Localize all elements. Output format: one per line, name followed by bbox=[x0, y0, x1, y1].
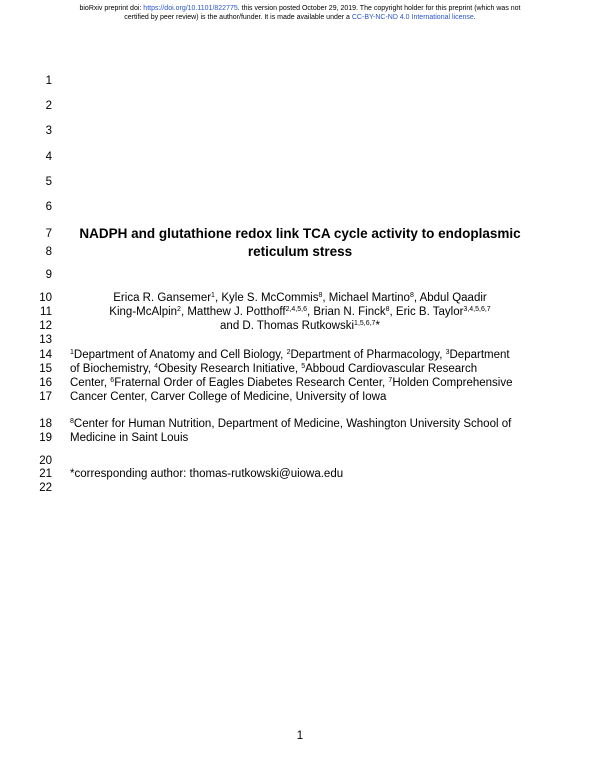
line-number: 5 bbox=[45, 176, 52, 188]
header-text: bioRxiv preprint doi: bbox=[79, 5, 144, 12]
line-number: 6 bbox=[45, 201, 52, 213]
corresponding-author: *corresponding author: thomas-rutkowski@uiowa.edu bbox=[70, 468, 344, 480]
line-number: 4 bbox=[45, 151, 52, 163]
line-number: 12 bbox=[39, 320, 52, 332]
author-list: and D. Thomas Rutkowski$^{1,5,6,7}$* bbox=[220, 320, 380, 332]
line-number: 19 bbox=[39, 432, 52, 444]
affiliation: $^1$Department of Anatomy and Cell Biology, $^2$Department of Pharmacology, $^3$Department bbox=[70, 349, 510, 361]
header-text: certified by peer review) is the author/funder. It is made available under a bbox=[124, 14, 352, 21]
line-number: 18 bbox=[39, 418, 52, 430]
author-list: Erica R. Gansemer$^1$, Kyle S. McCommis$^8$, Michael Martino$^8$, Abdul Qaadir bbox=[113, 292, 487, 304]
line-number: 21 bbox=[39, 468, 52, 480]
line-number: 14 bbox=[39, 349, 52, 361]
affiliation: $^8$Center for Human Nutrition, Department of Medicine, Washington University School of bbox=[70, 418, 512, 430]
header-text: . this version posted October 29, 2019. The copyright holder for this preprint (which was not bbox=[237, 5, 521, 12]
paper-title: NADPH and glutathione redox link TCA cycle activity to endoplasmic bbox=[79, 226, 521, 241]
license-link[interactable]: CC-BY-NC-ND 4.0 International license bbox=[351, 14, 474, 21]
line-number: 7 bbox=[45, 228, 52, 240]
line-number: 15 bbox=[39, 363, 52, 375]
line-number: 11 bbox=[40, 306, 52, 318]
affiliation: Cancer Center, Carver College of Medicine, University of Iowa bbox=[70, 391, 387, 403]
doi-link[interactable]: https://doi.org/10.1101/822775 bbox=[143, 5, 238, 12]
line-number: 13 bbox=[39, 334, 52, 346]
line-number: 1 bbox=[45, 75, 52, 87]
preprint-header bbox=[20, 4, 580, 22]
line-number: 2 bbox=[45, 100, 52, 112]
author-list: King-McAlpin$^2$, Matthew J. Potthoff$^{2,4,5,6}$, Brian N. Finck$^8$, Eric B. Taylor$^{3,4,5,6,7}$ bbox=[109, 306, 491, 318]
line-number: 10 bbox=[39, 292, 52, 304]
line-number: 9 bbox=[45, 269, 52, 281]
affiliation: Center, $^6$Fraternal Order of Eagles Diabetes Research Center, $^7$Holden Comprehensive bbox=[70, 377, 513, 389]
line-number: 22 bbox=[39, 482, 52, 494]
affiliation: Medicine in Saint Louis bbox=[70, 432, 189, 444]
line-number: 20 bbox=[39, 455, 52, 467]
line-number: 3 bbox=[45, 125, 52, 137]
affiliation: of Biochemistry, $^4$Obesity Research Initiative, $^5$Abboud Cardiovascular Research bbox=[70, 363, 478, 375]
paper-title: reticulum stress bbox=[247, 244, 353, 259]
header-text: . bbox=[473, 14, 476, 21]
line-number: 17 bbox=[39, 391, 52, 403]
page-number: 1 bbox=[296, 730, 304, 742]
line-number: 8 bbox=[45, 246, 52, 258]
line-number: 16 bbox=[39, 377, 52, 389]
